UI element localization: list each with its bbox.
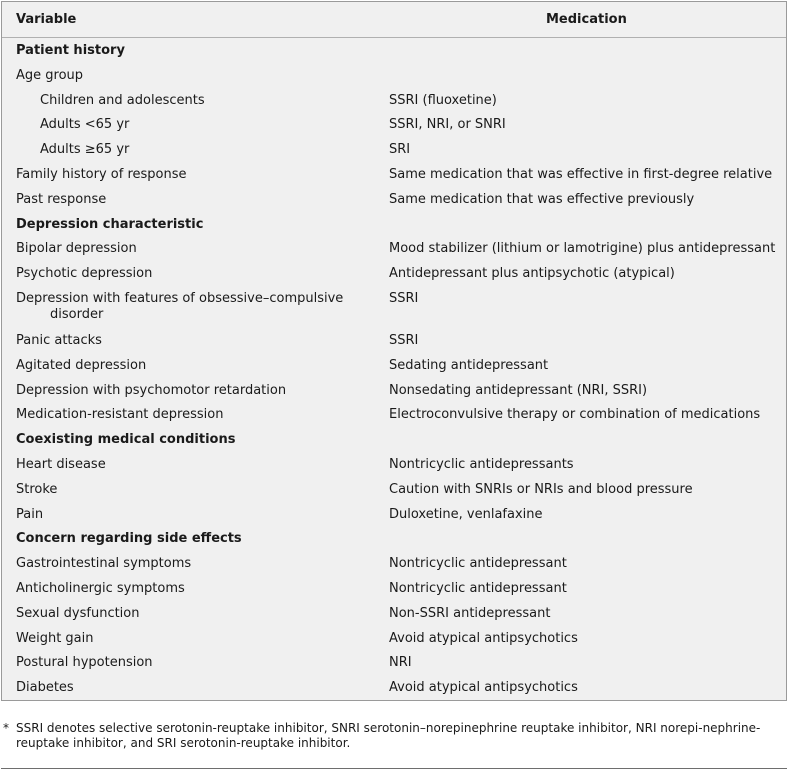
table-header — [2, 2, 786, 38]
medication-cell: NRI — [389, 655, 412, 671]
medication-cell: Non-SSRI antidepressant — [389, 605, 551, 621]
variable-cell: Postural hypotension — [16, 655, 153, 671]
table-row — [2, 163, 786, 188]
table-row — [2, 577, 786, 602]
table-row — [2, 379, 786, 404]
table-row — [2, 651, 786, 676]
medication-cell: Nontricyclic antidepressants — [389, 456, 574, 472]
section-row — [2, 527, 786, 552]
table-row — [2, 403, 786, 428]
section-row — [2, 39, 786, 64]
medication-cell: Electroconvulsive therapy or combination of medications — [389, 407, 761, 423]
medication-cell: Nontricyclic antidepressant — [389, 556, 567, 572]
medication-cell: SSRI — [389, 290, 419, 306]
variable-cell: Panic attacks — [16, 332, 102, 348]
section-heading: Concern regarding side effects — [16, 531, 242, 547]
variable-cell: Age group — [16, 67, 84, 83]
medication-cell: Same medication that was effective in first-degree relative — [389, 166, 773, 182]
variable-cell: Adults ≥65 yr — [40, 142, 130, 158]
table-row — [2, 503, 786, 528]
variable-cell-line1: Depression with features of obsessive–compulsive — [16, 290, 344, 306]
medication-cell: Antidepressant plus antipsychotic (atypical) — [389, 266, 675, 282]
table-row — [2, 676, 786, 701]
variable-cell: Children and adolescents — [40, 92, 205, 108]
section-heading: Depression characteristic — [16, 216, 204, 232]
medication-cell: Sedating antidepressant — [389, 357, 549, 373]
footnote — [3, 721, 773, 751]
table-row — [2, 478, 786, 503]
table-row — [2, 602, 786, 627]
medication-table — [1, 1, 787, 701]
table-row — [2, 453, 786, 478]
variable-cell: Pain — [16, 506, 44, 522]
medication-cell: Avoid atypical antipsychotics — [389, 630, 578, 646]
table-row — [2, 354, 786, 379]
medication-cell: Caution with SNRIs or NRIs and blood pressure — [389, 481, 693, 497]
variable-cell: Stroke — [16, 481, 58, 497]
header-medication: Medication — [546, 12, 627, 27]
table-row — [2, 237, 786, 262]
variable-cell: Agitated depression — [16, 357, 147, 373]
variable-cell: Depression with psychomotor retardation — [16, 382, 287, 398]
variable-cell — [16, 291, 366, 323]
variable-cell: Gastrointestinal symptoms — [16, 556, 192, 572]
medication-cell: Same medication that was effective previously — [389, 191, 695, 207]
variable-cell: Family history of response — [16, 166, 187, 182]
table-row — [2, 627, 786, 652]
variable-cell: Weight gain — [16, 630, 94, 646]
medication-cell: Nontricyclic antidepressant — [389, 580, 567, 596]
table-row — [2, 64, 786, 89]
table-row — [2, 138, 786, 163]
footnote-text: SSRI denotes selective serotonin-reuptake inhibitor, SNRI serotonin–norepinephrine reuptake inhibitor, NRI norepi-nephrine-reuptake inhibitor, and SRI serotonin-reuptake inhibitor. — [16, 721, 761, 750]
medication-cell: SSRI (fluoxetine) — [389, 92, 497, 108]
variable-cell: Past response — [16, 191, 107, 207]
table-row — [2, 188, 786, 213]
variable-cell: Sexual dysfunction — [16, 605, 140, 621]
medication-cell: Nonsedating antidepressant (NRI, SSRI) — [389, 382, 648, 398]
medication-cell: Duloxetine, venlafaxine — [389, 506, 543, 522]
variable-cell: Anticholinergic symptoms — [16, 580, 185, 596]
header-variable: Variable — [16, 12, 77, 27]
variable-cell: Adults <65 yr — [40, 117, 130, 133]
table-row — [2, 552, 786, 577]
section-heading: Patient history — [16, 43, 125, 58]
variable-cell: Diabetes — [16, 680, 74, 696]
section-heading: Coexisting medical conditions — [16, 432, 236, 448]
variable-cell: Bipolar depression — [16, 241, 137, 257]
variable-cell-line2: disorder — [50, 306, 104, 322]
medication-cell: Mood stabilizer (lithium or lamotrigine) plus antidepressant — [389, 241, 776, 257]
bottom-rule — [1, 768, 787, 769]
table-row — [2, 287, 786, 329]
table-body — [2, 39, 786, 701]
table-row — [2, 113, 786, 138]
medication-cell: SRI — [389, 142, 411, 158]
footnote-marker: * — [3, 721, 9, 735]
medication-cell: SSRI — [389, 332, 419, 348]
section-row — [2, 428, 786, 453]
medication-cell: SSRI, NRI, or SNRI — [389, 117, 506, 133]
variable-cell: Heart disease — [16, 456, 106, 472]
medication-cell: Avoid atypical antipsychotics — [389, 680, 578, 696]
variable-cell: Medication-resistant depression — [16, 407, 224, 423]
table-row — [2, 262, 786, 287]
section-row — [2, 213, 786, 238]
table-row — [2, 89, 786, 114]
table-row — [2, 329, 786, 354]
variable-cell: Psychotic depression — [16, 266, 153, 282]
